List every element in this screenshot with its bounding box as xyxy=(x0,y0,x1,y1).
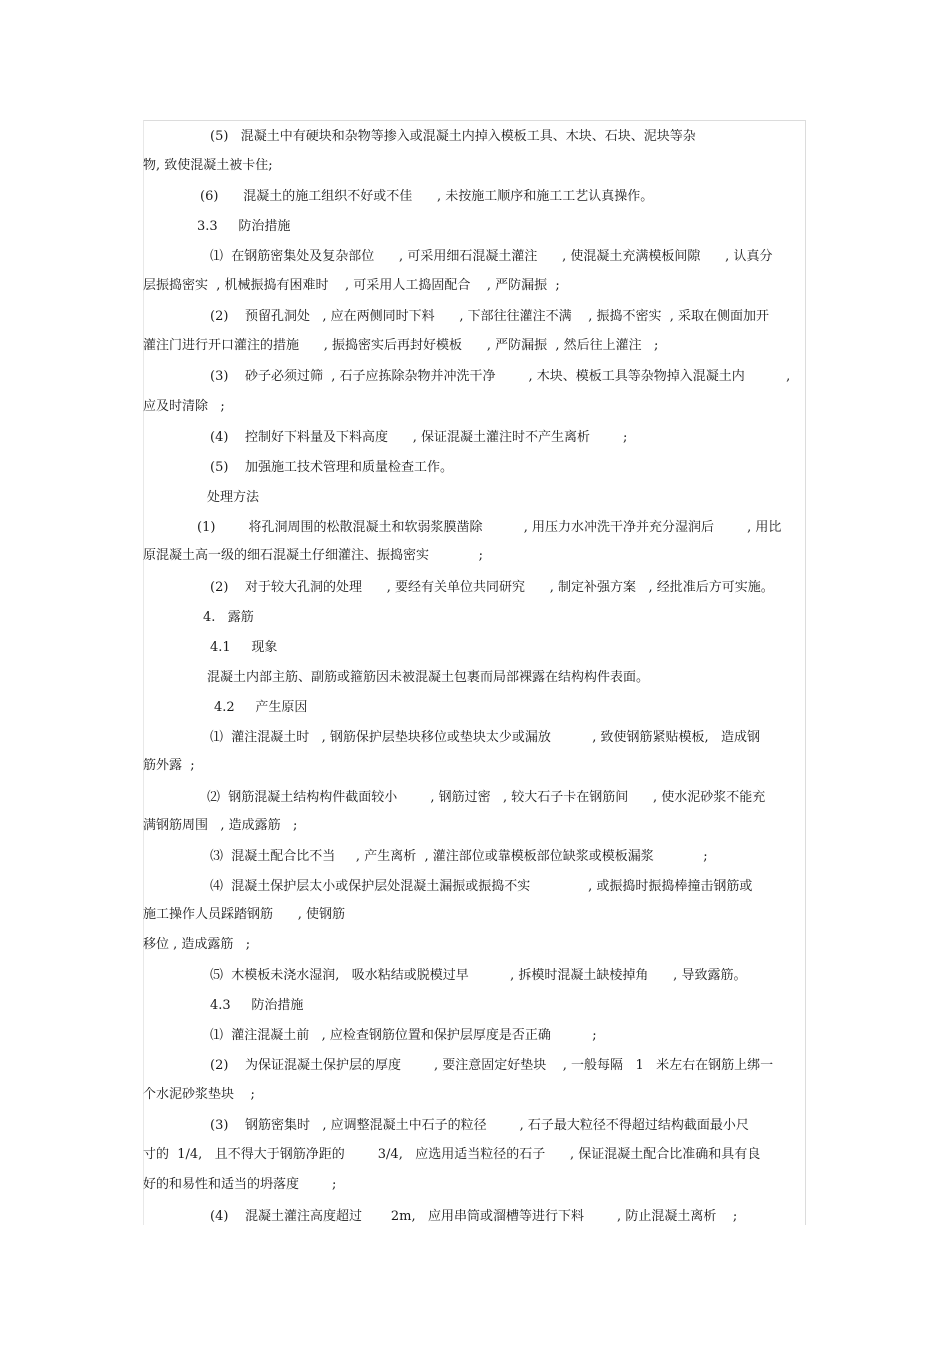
text-line: 满钢筋周围 , 造成露筋 ; xyxy=(143,818,298,833)
section-heading: 4. 露筋 xyxy=(203,610,254,625)
text-line: 施工操作人员踩踏钢筋 , 使钢筋 xyxy=(143,907,346,922)
text-line: ⑶ 混凝土配合比不当 , 产生离析 , 灌注部位或靠模板部位缺浆或模板漏浆 ; xyxy=(210,849,708,864)
text-line: 物, 致使混凝土被卡住; xyxy=(143,158,273,173)
text-line: 移位 , 造成露筋 ; xyxy=(143,937,251,952)
text-line: 灌注门进行开口灌注的措施 , 振捣密实后再封好模板 , 严防漏振 , 然后往上灌注 ; xyxy=(143,338,659,353)
text-line: 好的和易性和适当的坍落度 ; xyxy=(143,1177,337,1192)
text-line: (2) 预留孔洞处 , 应在两侧同时下料 , 下部往往灌注不满 , 振捣不密实 , 采取在侧面加开 xyxy=(210,309,769,324)
text-line: ⑵ 钢筋混凝土结构构件截面较小 , 钢筋过密 , 较大石子卡在钢筋间 , 使水泥砂浆不能充 xyxy=(207,790,766,805)
text-line: (2) 对于较大孔洞的处理 , 要经有关单位共同研究 , 制定补强方案 , 经批准后方可实施。 xyxy=(210,580,774,595)
text-line: 混凝土内部主筋、副筋或箍筋因未被混凝土包裹而局部裸露在结构构件表面。 xyxy=(207,670,650,685)
text-line: 应及时清除 ; xyxy=(143,399,225,414)
text-line: ⑴ 灌注混凝土时 , 钢筋保护层垫块移位或垫块太少或漏放 , 致使钢筋紧贴模板, 造成钢 xyxy=(210,730,761,745)
section-heading: 处理方法 xyxy=(207,490,260,505)
text-line: ⑸ 木模板未浇水湿润, 吸水粘结或脱模过早 , 拆模时混凝土缺棱掉角 , 导致露筋。 xyxy=(210,968,747,983)
text-line: 筋外露 ; xyxy=(143,758,195,773)
text-line: 个水泥砂浆垫块 ; xyxy=(143,1087,255,1102)
section-heading: 4.1 现象 xyxy=(210,640,278,655)
text-line: ⑴ 在钢筋密集处及复杂部位 , 可采用细石混凝土灌注 , 使混凝土充满模板间隙 , 认真分 xyxy=(210,249,773,264)
text-line: (4) 混凝土灌注高度超过 2m, 应用串筒或溜槽等进行下料 , 防止混凝土离析 ; xyxy=(210,1209,738,1224)
text-line: 层振捣密实 , 机械振捣有困难时 , 可采用人工捣固配合 , 严防漏振 ; xyxy=(143,278,560,293)
text-line: (6) 混凝土的施工组织不好或不佳 , 未按施工顺序和施工工艺认真操作。 xyxy=(200,189,654,204)
text-line: ⑷ 混凝土保护层太小或保护层处混凝土漏振或振捣不实 , 或振捣时振捣棒撞击钢筋或 xyxy=(210,879,753,894)
text-line: (5) 加强施工技术管理和质量检查工作。 xyxy=(210,460,453,475)
text-line: (2) 为保证混凝土保护层的厚度 , 要注意固定好垫块 , 一般每隔 1 米左右在钢筋上绑一 xyxy=(210,1058,774,1073)
text-line: (3) 钢筋密集时 , 应调整混凝土中石子的粒径 , 石子最大粒径不得超过结构截面最小尺 xyxy=(210,1118,749,1133)
text-line: (5) 混凝土中有硬块和杂物等掺入或混凝土内掉入模板工具、木块、石块、泥块等杂 xyxy=(210,129,696,144)
text-line: 原混凝土高一级的细石混凝土仔细灌注、振捣密实 ; xyxy=(143,548,483,563)
text-line: (1) 将孔洞周围的松散混凝土和软弱浆膜凿除 , 用压力水冲洗干净并充分湿润后 , 用比 xyxy=(197,520,782,535)
text-line: (4) 控制好下料量及下料高度 , 保证混凝土灌注时不产生离析 ; xyxy=(210,430,628,445)
text-line: (3) 砂子必须过筛 , 石子应拣除杂物并冲洗干净 , 木块、模板工具等杂物掉入混凝土内 , xyxy=(210,369,791,384)
text-line: 寸的 1/4, 且不得大于钢筋净距的 3/4, 应选用适当粒径的石子 , 保证混凝土配合比准确和具有良 xyxy=(143,1147,761,1162)
section-heading: 4.2 产生原因 xyxy=(214,700,308,715)
section-heading: 4.3 防治措施 xyxy=(210,998,304,1013)
section-heading: 3.3 防治措施 xyxy=(197,219,291,234)
text-line: ⑴ 灌注混凝土前 , 应检查钢筋位置和保护层厚度是否正确 ; xyxy=(210,1028,597,1043)
